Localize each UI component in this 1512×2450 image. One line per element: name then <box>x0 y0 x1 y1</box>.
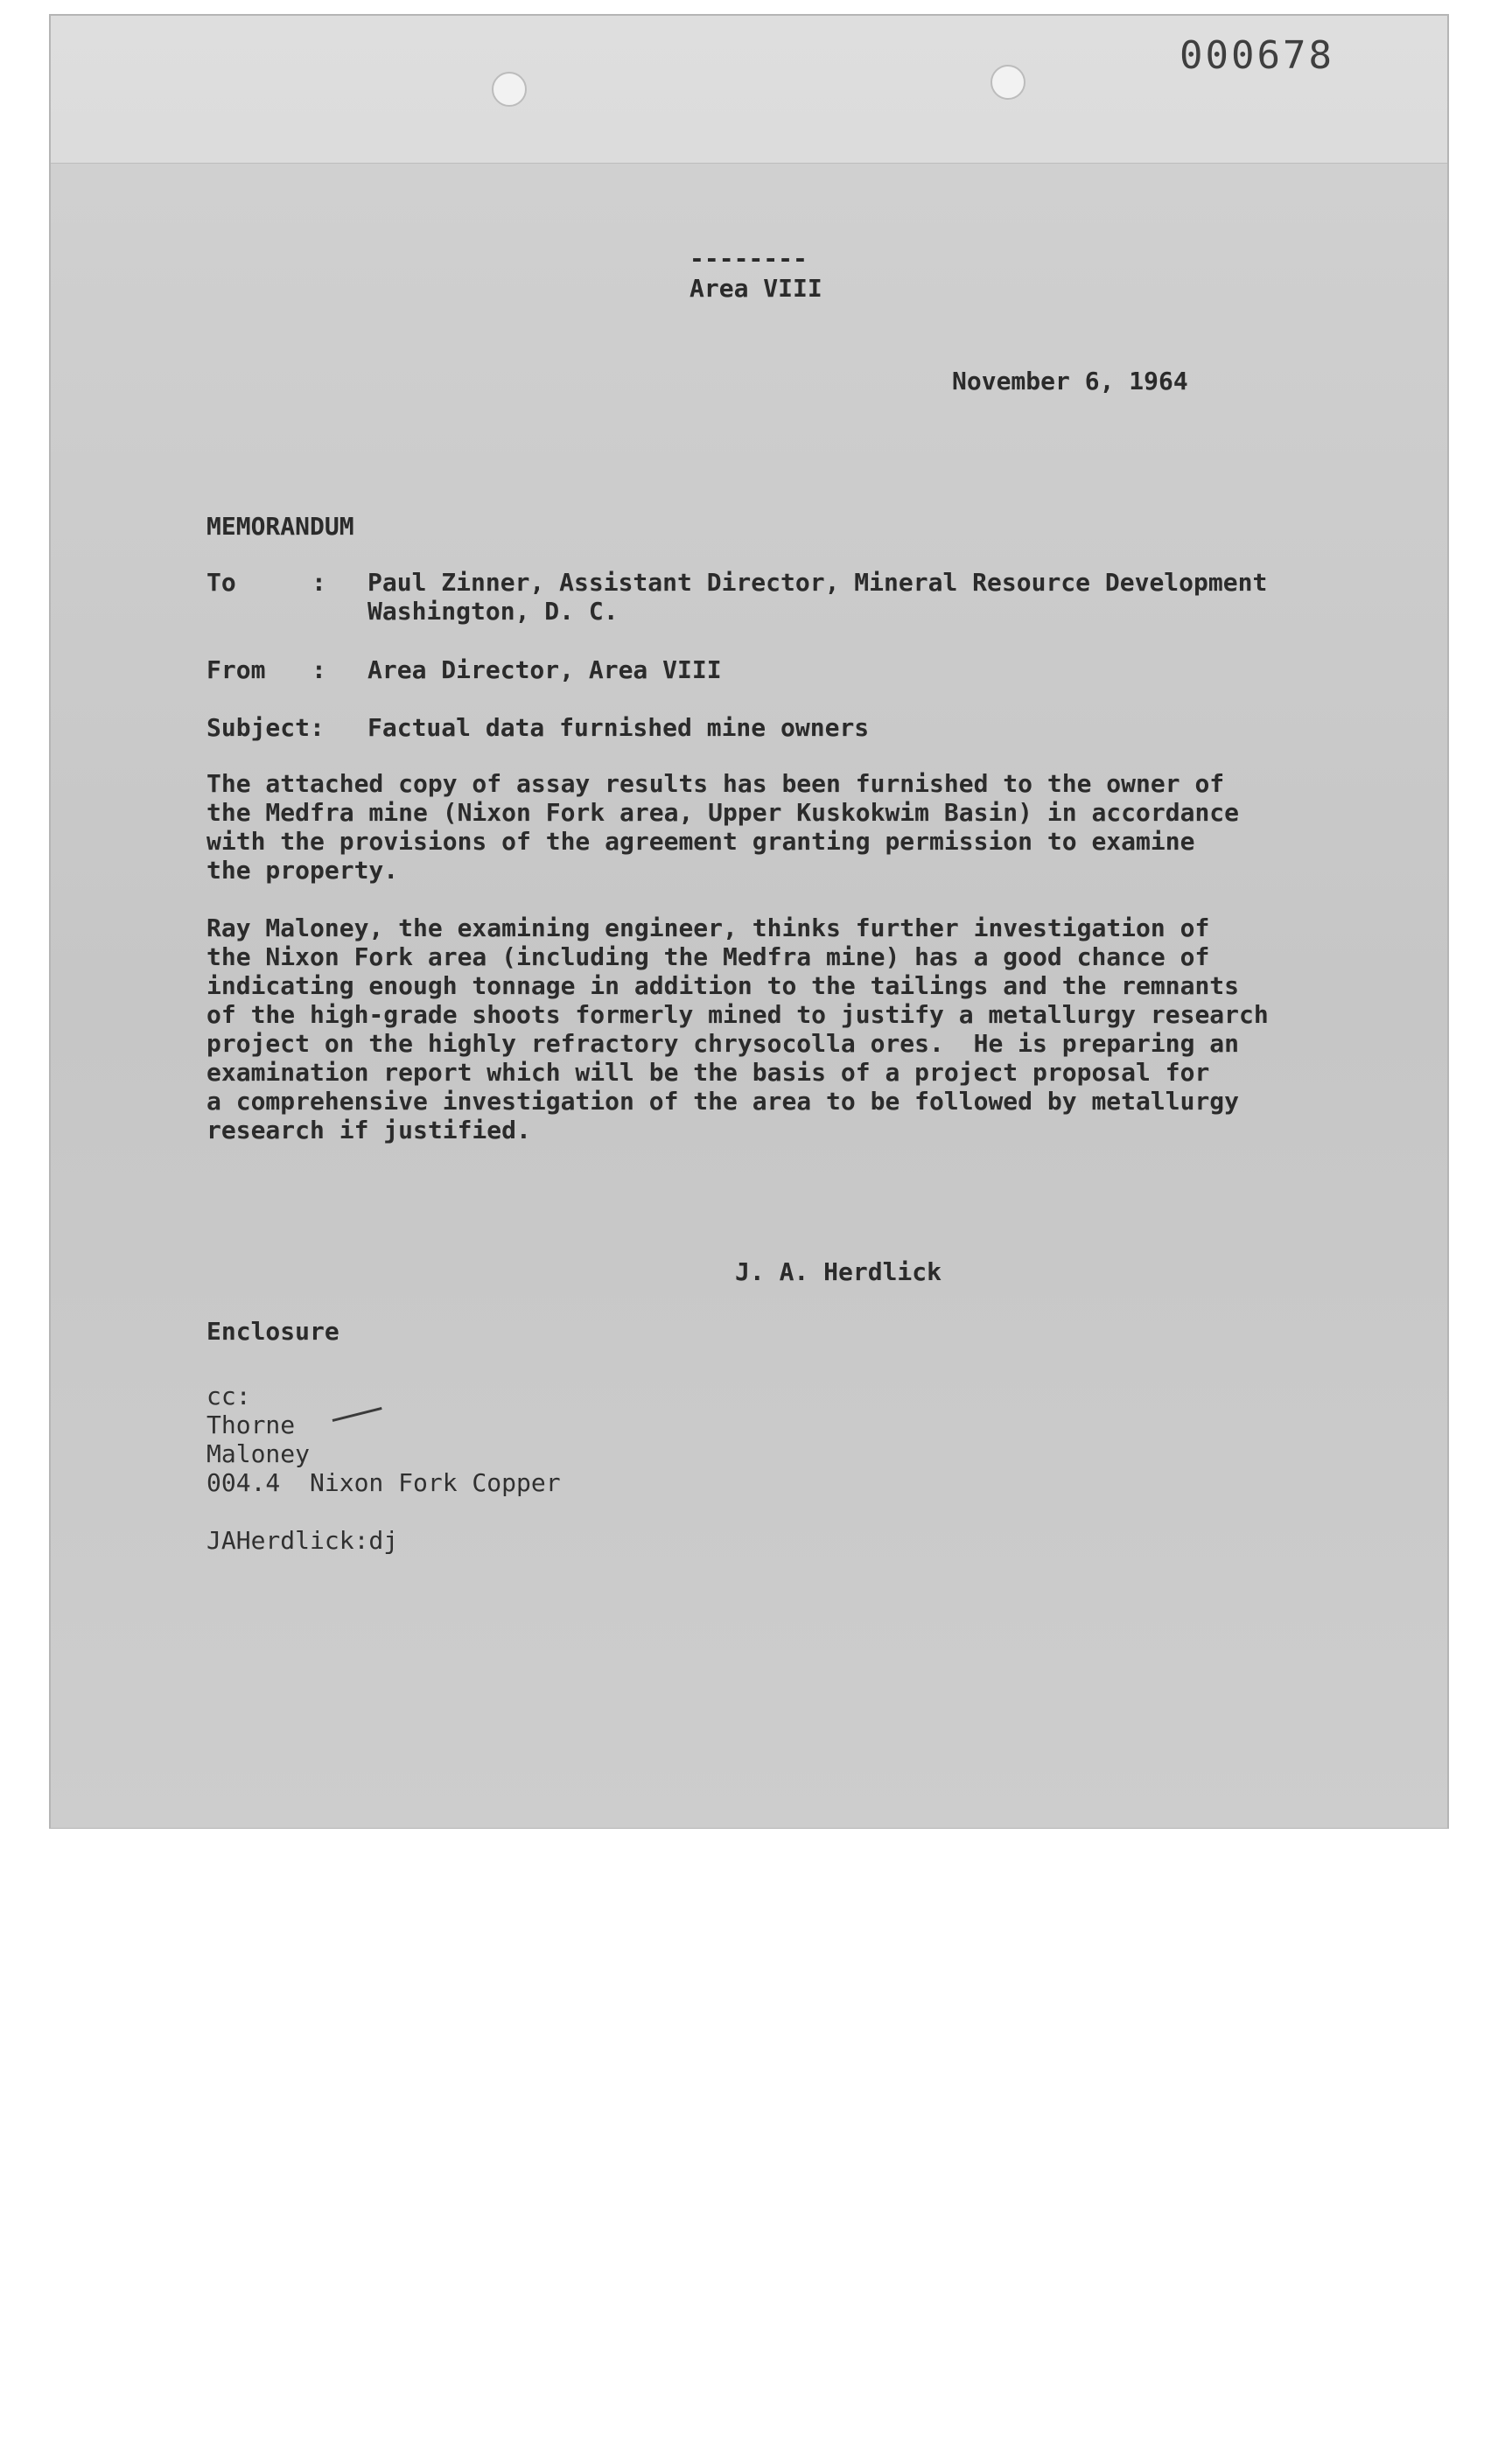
punch-hole-left <box>492 72 527 107</box>
memo-sheet <box>51 163 1447 1828</box>
cc-recipient: Thorne <box>206 1410 296 1439</box>
subject-label: Subject: <box>206 713 325 742</box>
cc-label: cc: <box>206 1382 251 1410</box>
body-line: with the provisions of the agreement granting permission to examine <box>206 827 1195 856</box>
signature-block: J. A. Herdlick <box>735 1257 942 1286</box>
header-dashes: -------- <box>690 244 808 273</box>
enclosure-note: Enclosure <box>206 1317 340 1346</box>
cc-file-reference: 004.4 Nixon Fork Copper <box>206 1468 561 1497</box>
body-line: a comprehensive investigation of the area to be followed by metallurgy <box>206 1087 1240 1116</box>
page-number-stamp: 000678 <box>1180 33 1334 78</box>
to-recipient: Paul Zinner, Assistant Director, Mineral Resource Development <box>368 568 1268 597</box>
from-label: From <box>206 655 266 684</box>
cc-recipient: Maloney <box>206 1439 311 1468</box>
punch-hole-right <box>990 65 1026 100</box>
from-sender: Area Director, Area VIII <box>368 655 722 684</box>
body-line: the Nixon Fork area (including the Medfra mine) has a good chance of <box>206 942 1210 971</box>
memo-date: November 6, 1964 <box>952 367 1188 396</box>
to-colon: : <box>312 568 326 597</box>
body-line: the property. <box>206 856 399 885</box>
memo-type-heading: MEMORANDUM <box>206 512 354 541</box>
typist-reference: JAHerdlick:dj <box>206 1526 399 1555</box>
body-line: examination report which will be the basis of a project proposal for <box>206 1058 1210 1087</box>
area-heading: Area VIII <box>690 274 822 303</box>
body-line: Ray Maloney, the examining engineer, thinks further investigation of <box>206 914 1210 942</box>
body-line: The attached copy of assay results has been furnished to the owner of <box>206 769 1225 798</box>
scanned-page <box>49 14 1449 1829</box>
subject-text: Factual data furnished mine owners <box>368 713 870 742</box>
body-line: the Medfra mine (Nixon Fork area, Upper Kuskokwim Basin) in accordance <box>206 798 1240 827</box>
from-colon: : <box>312 655 326 684</box>
body-line: of the high-grade shoots formerly mined to justify a metallurgy research <box>206 1000 1269 1029</box>
body-line: research if justified. <box>206 1116 531 1144</box>
body-line: project on the highly refractory chrysocolla ores. He is preparing an <box>206 1029 1240 1058</box>
to-location: Washington, D. C. <box>368 597 619 626</box>
body-line: indicating enough tonnage in addition to the tailings and the remnants <box>206 971 1240 1000</box>
to-label: To <box>206 568 236 597</box>
